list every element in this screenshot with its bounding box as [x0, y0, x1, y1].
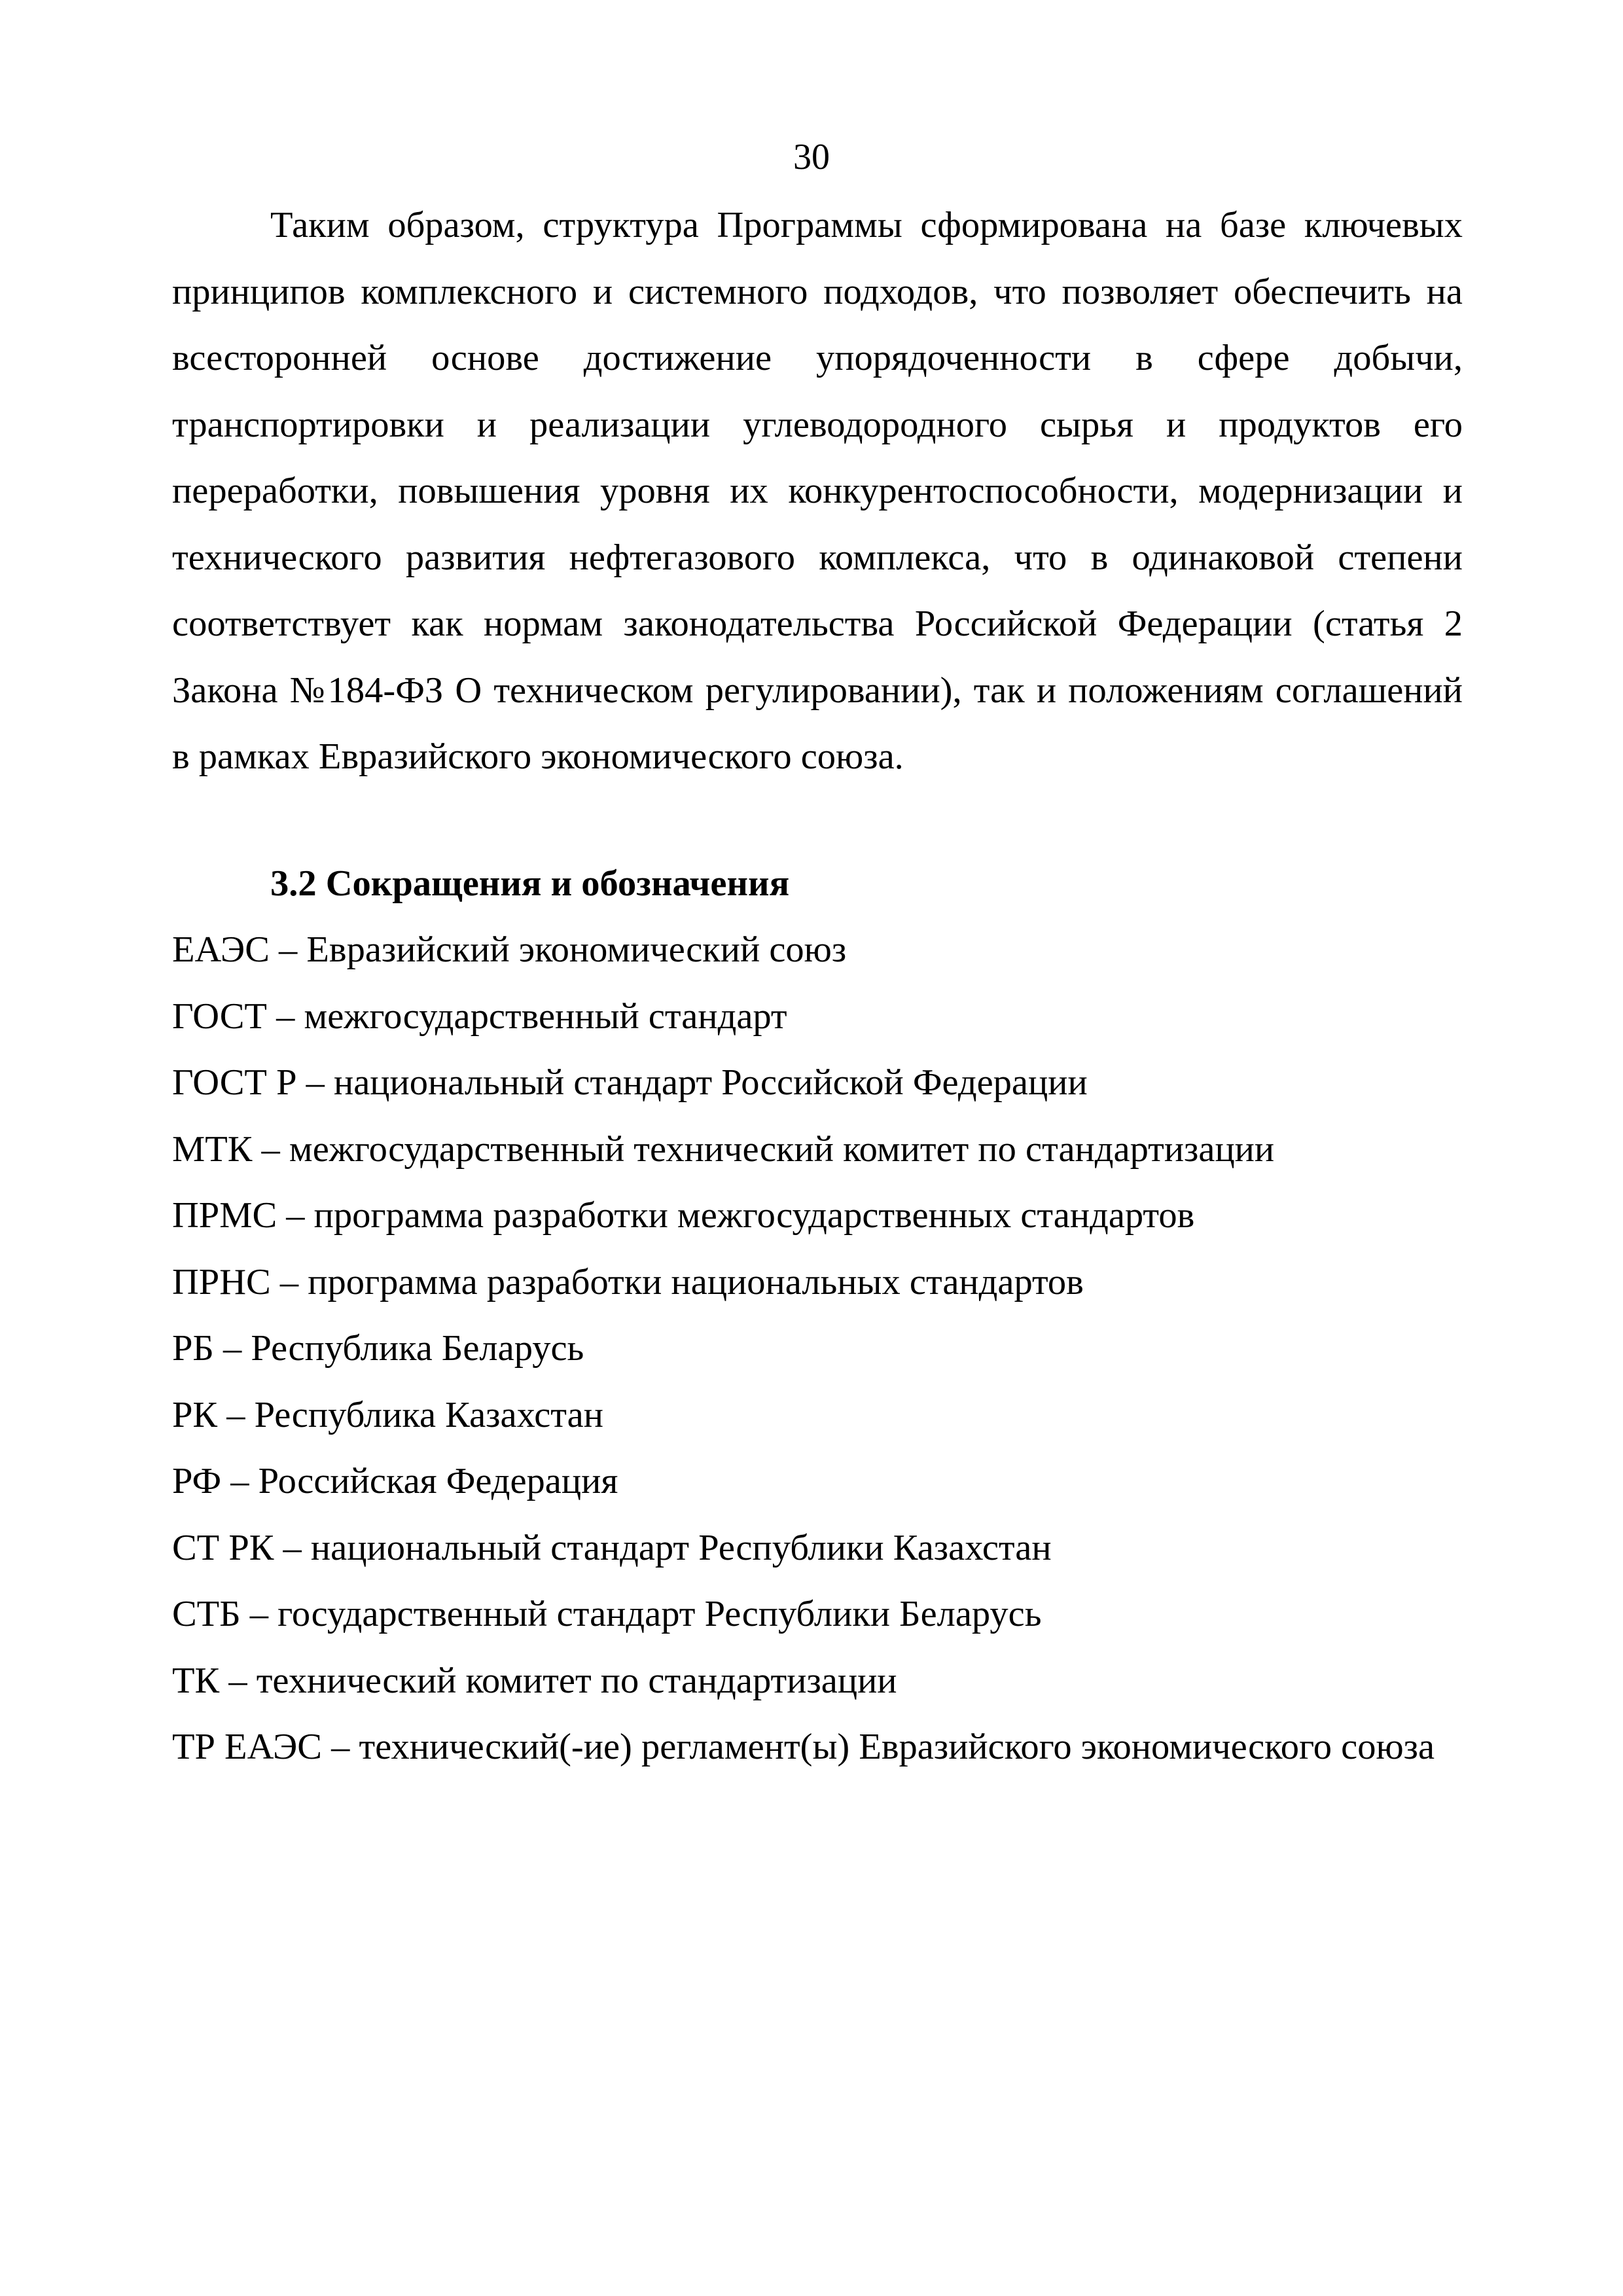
abbreviation-item: ТР ЕАЭС – технический(-ие) регламент(ы) Евразийского экономического союза: [172, 1727, 1435, 1767]
abbreviation-item: ТК – технический комитет по стандартизации: [172, 1660, 897, 1701]
abbreviation-item: МТК – межгосударственный технический комитет по стандартизации: [172, 1128, 1275, 1170]
abbreviation-item: СТБ – государственный стандарт Республики Беларусь: [172, 1594, 1042, 1634]
abbreviation-item: ПРМС – программа разработки межгосударственных стандартов: [172, 1195, 1195, 1236]
body-paragraph: Таким образом, структура Программы сформирована на базе ключевых принципов комплексного и системного подходов, что позволяет обеспечить на всесторонней основе достижение упорядоченности в сфере добычи, транспортировки и реализации углеводородного сырья и продуктов его переработки, повышения уровня их конкурентоспособности, модернизации и технического развития нефтегазового комплекса, что в одинаковой степени соответствует как нормам законодательства Российской Федерации (статья 2 Закона №184-ФЗ О техническом регулировании), так и положениям соглашений в рамках Евразийского экономического союза.: [172, 205, 1463, 777]
abbreviation-list: [172, 917, 1463, 1781]
abbreviation-item: РФ – Российская Федерация: [172, 1461, 618, 1501]
abbreviation-item: РК – Республика Казахстан: [172, 1394, 603, 1435]
abbreviation-item: ПРНС – программа разработки национальных стандартов: [172, 1261, 1084, 1302]
section-heading: 3.2 Сокращения и обозначения: [270, 863, 790, 904]
abbreviation-item: РБ – Республика Беларусь: [172, 1328, 584, 1369]
abbreviation-item: СТ РК – национальный стандарт Республики Казахстан: [172, 1527, 1052, 1568]
abbreviation-item: ЕАЭС – Евразийский экономический союз: [172, 929, 847, 970]
abbreviation-item: ГОСТ – межгосударственный стандарт: [172, 996, 787, 1037]
abbreviation-item: ГОСТ Р – национальный стандарт Российской Федерации: [172, 1062, 1088, 1103]
page-number: 30: [793, 137, 830, 177]
